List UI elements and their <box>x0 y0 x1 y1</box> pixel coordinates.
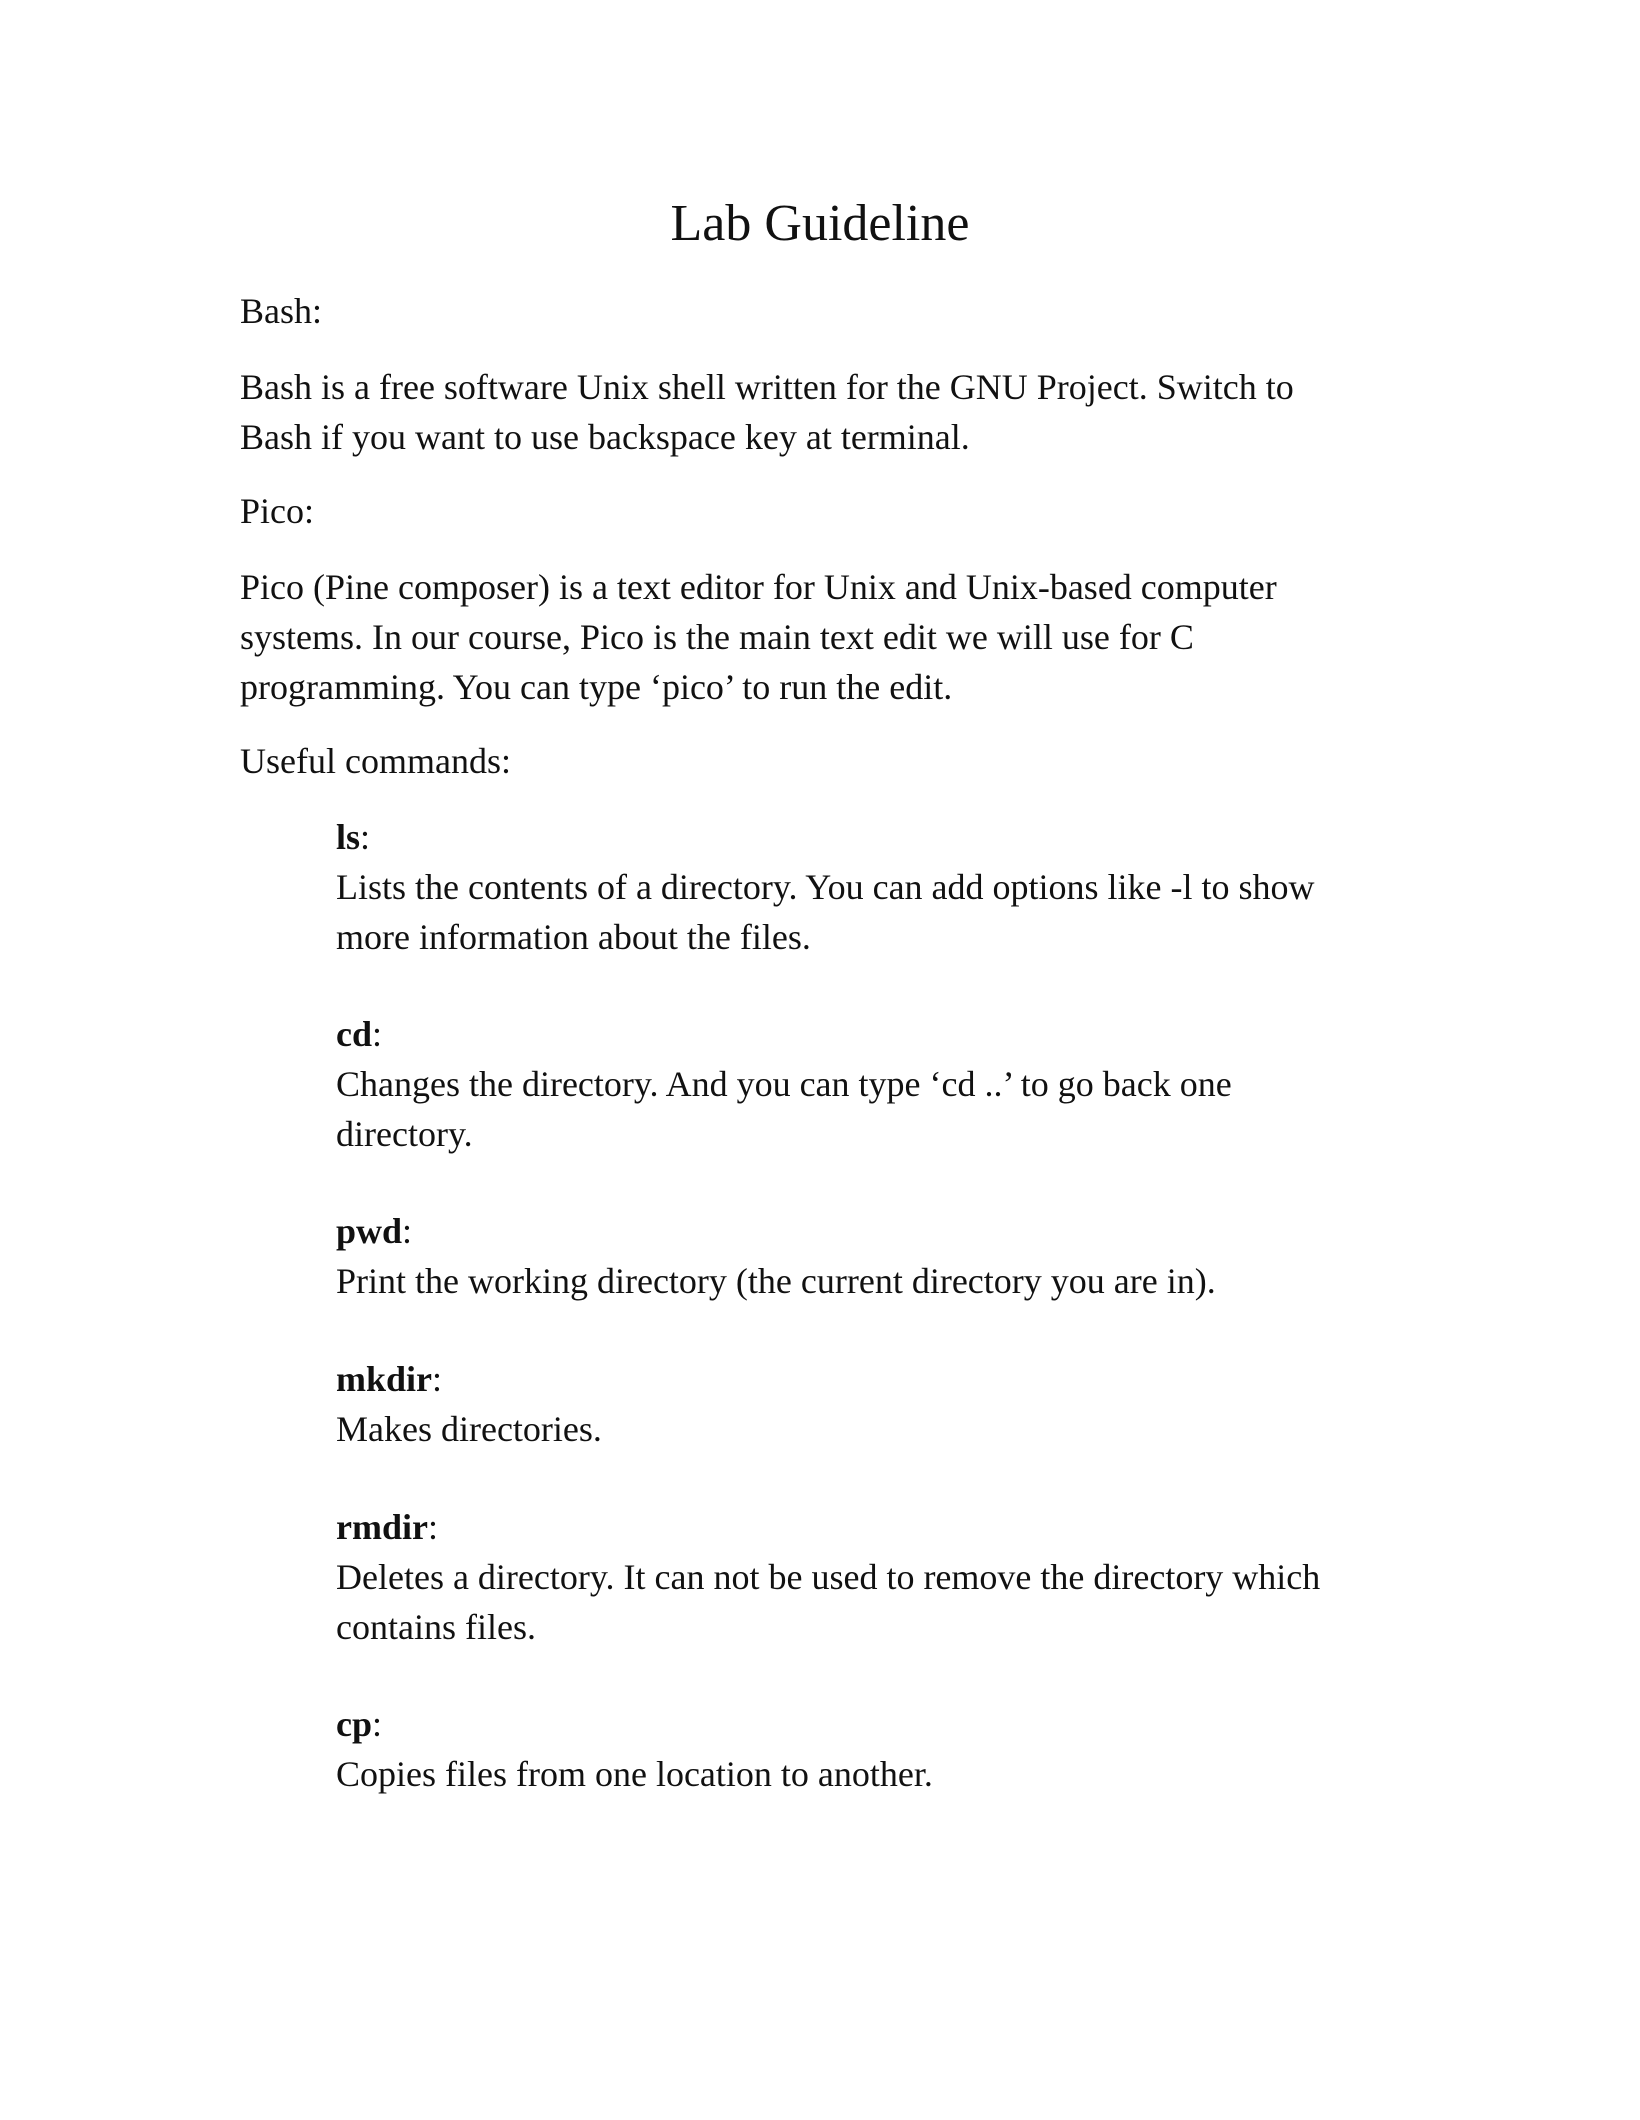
command-term <box>336 812 1416 862</box>
command-mkdir <box>336 1354 1416 1454</box>
command-name: cd <box>336 1014 372 1054</box>
command-ls <box>336 812 1416 962</box>
command-colon: : <box>432 1359 443 1399</box>
useful-commands-heading: Useful commands: <box>240 741 511 781</box>
command-term <box>336 1206 1416 1256</box>
pico-paragraph <box>240 562 1400 712</box>
pico-heading: Pico: <box>240 491 315 531</box>
command-colon: : <box>372 1704 383 1744</box>
command-description-line: directory. <box>336 1114 473 1154</box>
command-description-line: Changes the directory. And you can type ‘cd ..’ to go back one <box>336 1064 1232 1104</box>
command-term <box>336 1502 1416 1552</box>
command-description-line: Deletes a directory. It can not be used to remove the directory which <box>336 1557 1321 1597</box>
command-name: pwd <box>336 1211 403 1251</box>
bash-paragraph-line: Bash is a free software Unix shell written for the GNU Project. Switch to <box>240 367 1294 407</box>
command-cd <box>336 1009 1416 1159</box>
command-rmdir <box>336 1502 1416 1652</box>
pico-paragraph-line: systems. In our course, Pico is the main text edit we will use for C <box>240 617 1194 657</box>
bash-paragraph <box>240 362 1400 462</box>
command-description-line: Lists the contents of a directory. You can add options like -l to show <box>336 867 1315 907</box>
command-colon: : <box>372 1014 383 1054</box>
bash-paragraph-line: Bash if you want to use backspace key at terminal. <box>240 417 970 457</box>
command-term <box>336 1699 1416 1749</box>
command-pwd <box>336 1206 1416 1306</box>
command-description-line: contains files. <box>336 1607 536 1647</box>
pico-paragraph-line: programming. You can type ‘pico’ to run the edit. <box>240 667 953 707</box>
command-name: cp <box>336 1704 372 1744</box>
command-description-line: Print the working directory (the current directory you are in). <box>336 1261 1216 1301</box>
command-name: rmdir <box>336 1507 428 1547</box>
command-description-line: Makes directories. <box>336 1409 602 1449</box>
command-description-line: more information about the files. <box>336 917 811 957</box>
command-name: mkdir <box>336 1359 433 1399</box>
command-name: ls <box>336 817 361 857</box>
pico-paragraph-line: Pico (Pine composer) is a text editor for Unix and Unix-based computer <box>240 567 1277 607</box>
page-title: Lab Guideline <box>670 195 970 252</box>
command-cp <box>336 1699 1416 1799</box>
command-term <box>336 1354 1416 1404</box>
command-term <box>336 1009 1416 1059</box>
bash-heading: Bash: <box>240 291 323 331</box>
command-colon: : <box>360 817 371 857</box>
command-colon: : <box>427 1507 438 1547</box>
command-description-line: Copies files from one location to another. <box>336 1754 933 1794</box>
command-colon: : <box>402 1211 413 1251</box>
